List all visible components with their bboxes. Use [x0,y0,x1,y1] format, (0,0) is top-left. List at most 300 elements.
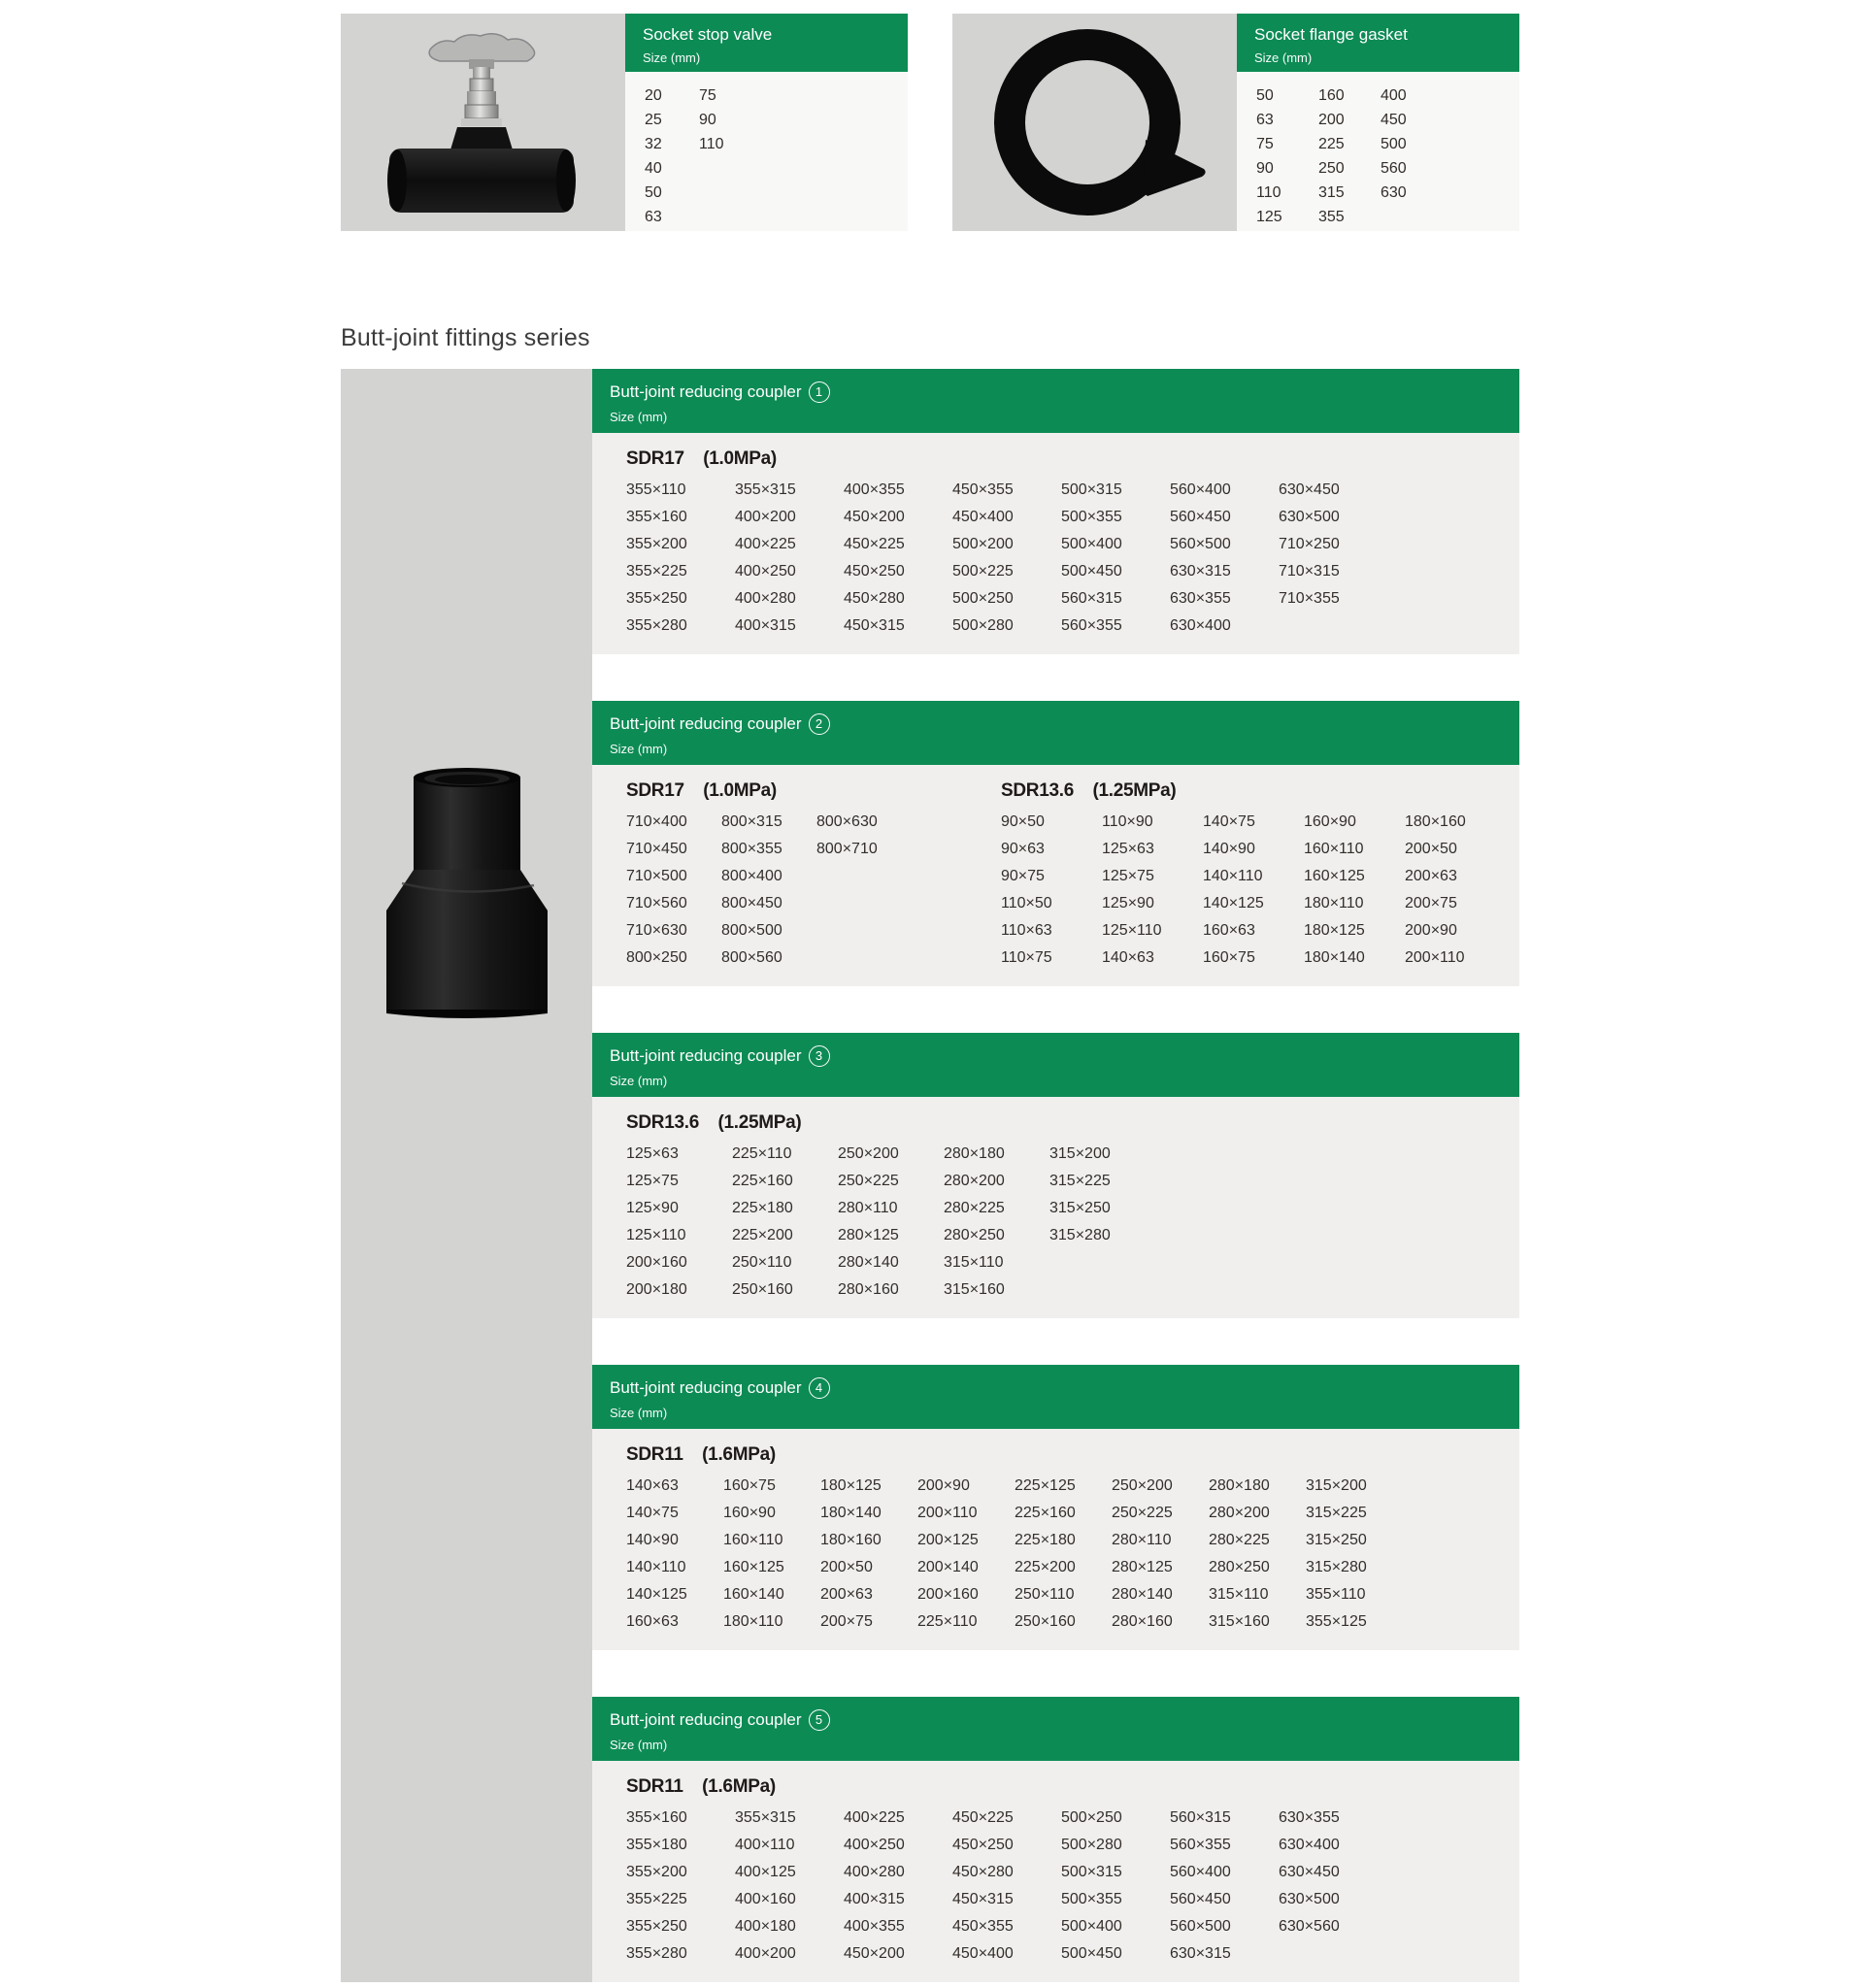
size-value: 560×400 [1170,481,1231,498]
size-value: 710×630 [626,922,687,939]
section-title-text: Butt-joint reducing coupler [610,1378,802,1397]
size-grid [626,812,912,969]
size-value: 75 [1256,136,1274,152]
size-value: 140×75 [626,1505,679,1521]
coupler-section-2 [592,701,1519,986]
size-value: 400×225 [844,1809,905,1826]
size-value: 125×75 [626,1173,679,1189]
size-value: 315×280 [1306,1559,1367,1575]
size-value: 90 [1256,160,1274,177]
size-value: 200×50 [820,1559,873,1575]
size-value: 200×63 [820,1586,873,1603]
size-value: 560×315 [1170,1809,1231,1826]
socket-stop-valve-image [372,20,595,224]
size-value: 315×225 [1306,1505,1367,1521]
size-value: 400×180 [735,1918,796,1935]
size-value: 355 [1318,209,1345,225]
size-value: 710×450 [626,841,687,857]
size-value: 225×200 [1015,1559,1076,1575]
size-value: 630×400 [1170,617,1231,634]
pressure-label: (1.0MPa) [703,448,777,469]
size-value: 500×355 [1061,509,1122,525]
spec-label: SDR17 [626,780,684,801]
size-value: 280×140 [838,1254,899,1271]
size-value: 160×110 [1304,841,1364,857]
reducing-coupler-image [357,765,577,1027]
size-value: 800×630 [816,813,878,830]
size-value: 50 [645,184,662,201]
size-value: 200×50 [1405,841,1457,857]
circled-number: 5 [809,1709,830,1731]
section-title [610,1045,1519,1067]
spec-group [626,1112,1519,1301]
socket-flange-gasket-image [979,16,1212,229]
size-value: 225 [1318,136,1345,152]
size-value: 710×250 [1279,536,1340,552]
size-value: 630×450 [1279,481,1340,498]
size-label: Size (mm) [610,1406,668,1420]
size-value: 200×125 [917,1532,979,1548]
size-value: 355×315 [735,481,796,498]
size-value: 800×710 [816,841,878,857]
size-value: 225×180 [732,1200,793,1216]
section-header [592,1365,1519,1429]
size-value: 225×125 [1015,1477,1076,1494]
size-value: 450×250 [952,1837,1014,1853]
size-value: 140×110 [626,1559,686,1575]
size-value: 250×225 [838,1173,899,1189]
size-value: 355×125 [1306,1613,1367,1630]
card-header [625,14,908,72]
section-header [592,369,1519,433]
size-value: 500×315 [1061,1864,1122,1880]
size-value: 110×63 [1001,922,1052,939]
size-value: 315×250 [1049,1200,1111,1216]
size-value: 75 [699,87,716,104]
size-value: 315×200 [1049,1145,1111,1162]
size-value: 110×90 [1102,813,1153,830]
size-value: 160×110 [723,1532,783,1548]
spec-group [626,1444,1519,1633]
size-value: 450×400 [952,1945,1014,1962]
size-value: 800×450 [721,895,782,911]
size-value: 125×75 [1102,868,1154,884]
size-value: 630×355 [1170,590,1231,607]
size-value: 450×355 [952,1918,1014,1935]
size-value: 560×500 [1170,536,1231,552]
size-value: 400×355 [844,1918,905,1935]
size-value: 280×250 [1209,1559,1270,1575]
size-value: 630×315 [1170,563,1231,580]
section-title-text: Butt-joint reducing coupler [610,382,802,401]
reducing-coupler-photo-panel [341,369,592,1982]
size-value: 500×450 [1061,1945,1122,1962]
size-value: 200×90 [1405,922,1457,939]
size-value: 180×125 [820,1477,882,1494]
size-value: 140×75 [1203,813,1255,830]
size-label: Size (mm) [610,410,668,424]
size-value: 180×110 [1304,895,1364,911]
size-value: 315×110 [1209,1586,1269,1603]
spec-line [626,1444,1519,1466]
size-value: 200×160 [626,1254,687,1271]
size-value: 315×225 [1049,1173,1111,1189]
size-value: 160×63 [1203,922,1255,939]
spec-line [626,780,912,802]
section-body [592,1429,1519,1650]
size-value: 315 [1318,184,1345,201]
size-value: 500×250 [952,590,1014,607]
size-value: 200×180 [626,1281,687,1298]
spec-label: SDR17 [626,448,684,469]
size-value: 630×560 [1279,1918,1340,1935]
size-value: 560×450 [1170,509,1231,525]
size-value: 355×200 [626,536,687,552]
size-value: 355×225 [626,563,687,580]
size-value: 250×200 [838,1145,899,1162]
socket-stop-valve-photo [341,14,625,231]
size-value: 280×125 [1112,1559,1173,1575]
circled-number: 3 [809,1045,830,1067]
socket-stop-valve-table [625,14,908,231]
spec-group [1001,777,1506,969]
section-title [610,1709,1519,1731]
socket-flange-gasket-table [1237,14,1519,231]
size-value: 450×355 [952,481,1014,498]
size-value: 90 [699,112,716,128]
size-column [699,83,745,231]
size-value: 800×400 [721,868,782,884]
size-value: 140×125 [626,1586,687,1603]
size-value: 110×50 [1001,895,1052,911]
size-value: 355×315 [735,1809,796,1826]
size-value: 180×125 [1304,922,1365,939]
size-value: 180×140 [1304,949,1365,966]
size-value: 800×500 [721,922,782,939]
size-value: 355×160 [626,1809,687,1826]
size-value: 160 [1318,87,1345,104]
spec-line [626,1776,1519,1798]
coupler-section-5 [592,1697,1519,1982]
size-value: 225×160 [1015,1505,1076,1521]
section-title [610,713,1519,735]
size-value [816,893,912,914]
size-value: 160×125 [723,1559,784,1575]
size-value: 140×63 [1102,949,1154,966]
size-value: 450×250 [844,563,905,580]
size-value: 200×110 [917,1505,978,1521]
size-value: 315×250 [1306,1532,1367,1548]
size-value: 800×560 [721,949,782,966]
size-value: 355×180 [626,1837,687,1853]
section-body [592,1097,1519,1318]
size-value: 280×200 [1209,1505,1270,1521]
size-value: 450×200 [844,509,905,525]
size-value: 450×225 [844,536,905,552]
size-value: 90×75 [1001,868,1045,884]
size-grid [626,1143,1519,1301]
size-grid [626,480,1519,637]
size-value: 280×250 [944,1227,1005,1243]
size-value: 630 [1381,184,1407,201]
size-value: 110 [1256,184,1282,201]
size-grid [1001,812,1506,969]
size-value: 50 [1256,87,1274,104]
size-value: 250×110 [1015,1586,1075,1603]
size-value: 400×250 [844,1837,905,1853]
size-value: 225×110 [917,1613,978,1630]
section-body [592,433,1519,654]
size-value: 355×250 [626,590,687,607]
size-value: 280×110 [1112,1532,1172,1548]
size-column [645,83,690,231]
size-value: 250×225 [1112,1505,1173,1521]
size-value: 400×315 [735,617,796,634]
product-card-socket-stop-valve [341,14,908,231]
size-value: 125×63 [626,1145,679,1162]
size-label: Size (mm) [1254,50,1313,65]
size-value: 630×315 [1170,1945,1231,1962]
size-value: 450×280 [952,1864,1014,1880]
size-value: 110×75 [1001,949,1052,966]
section-header [592,1033,1519,1097]
size-value: 560×355 [1170,1837,1231,1853]
size-value: 630×500 [1279,1891,1340,1907]
coupler-section-1 [592,369,1519,654]
size-value: 710×500 [626,868,687,884]
size-value: 355×110 [626,481,686,498]
series-heading: Butt-joint fittings series [341,324,590,351]
size-value: 90×50 [1001,813,1045,830]
spec-label: SDR11 [626,1444,683,1465]
size-value: 280×180 [1209,1477,1270,1494]
size-value: 180×140 [820,1505,882,1521]
size-value: 400×225 [735,536,796,552]
size-value: 25 [645,112,662,128]
size-value: 400×200 [735,509,796,525]
size-value: 400×280 [735,590,796,607]
size-value: 280×225 [944,1200,1005,1216]
size-value: 125×90 [1102,895,1154,911]
size-value: 225×200 [732,1227,793,1243]
section-body [592,1761,1519,1982]
size-value [1049,1252,1155,1274]
spec-label: SDR13.6 [626,1112,699,1133]
size-value: 560×450 [1170,1891,1231,1907]
butt-joint-series-block [341,369,1519,1982]
size-value: 40 [645,160,662,177]
size-value: 180×110 [723,1613,783,1630]
size-label: Size (mm) [610,1738,668,1752]
size-value: 225×180 [1015,1532,1076,1548]
size-value: 560 [1381,160,1407,177]
size-value: 500×280 [952,617,1014,634]
spec-line [626,448,1519,470]
size-value: 400×315 [844,1891,905,1907]
circled-number: 4 [809,1377,830,1399]
size-value: 140×90 [626,1532,679,1548]
size-value: 90×63 [1001,841,1045,857]
size-value [1279,1943,1387,1965]
size-value: 800×315 [721,813,782,830]
size-value: 280×160 [1112,1613,1173,1630]
size-value: 500×315 [1061,481,1122,498]
size-value: 355×250 [626,1918,687,1935]
section-title-text: Butt-joint reducing coupler [610,1710,802,1729]
size-value: 315×110 [944,1254,1004,1271]
size-value: 140×63 [626,1477,679,1494]
size-value: 160×75 [723,1477,776,1494]
coupler-tables-column [592,369,1519,1982]
card-header [1237,14,1519,72]
size-value: 355×160 [626,509,687,525]
size-value: 630×450 [1279,1864,1340,1880]
size-value: 20 [645,87,662,104]
size-value: 225×110 [732,1145,792,1162]
size-value: 710×315 [1279,563,1340,580]
size-value [816,947,912,969]
size-value: 160×90 [723,1505,776,1521]
size-value: 800×250 [626,949,687,966]
socket-flange-gasket-photo [952,14,1237,231]
size-value: 63 [1256,112,1274,128]
size-value: 450×225 [952,1809,1014,1826]
size-value: 355×110 [1306,1586,1366,1603]
spec-label: SDR11 [626,1776,683,1797]
pressure-label: (1.0MPa) [703,780,777,801]
size-value: 32 [645,136,662,152]
size-label: Size (mm) [610,742,668,756]
card-title: Socket flange gasket [1254,25,1408,44]
size-value: 450×280 [844,590,905,607]
size-value: 315×200 [1306,1477,1367,1494]
size-value: 200×90 [917,1477,970,1494]
size-value: 315×160 [944,1281,1005,1298]
size-value: 315×280 [1049,1227,1111,1243]
circled-number: 1 [809,381,830,403]
size-value: 200×63 [1405,868,1457,884]
size-columns [625,72,908,231]
size-value: 125×110 [1102,922,1162,939]
size-value: 280×160 [838,1281,899,1298]
coupler-section-3 [592,1033,1519,1318]
size-value: 355×280 [626,617,687,634]
size-value [816,866,912,887]
size-value: 280×140 [1112,1586,1173,1603]
card-title: Socket stop valve [643,25,773,44]
size-value: 63 [645,209,662,225]
size-value: 200×75 [1405,895,1457,911]
section-body [592,765,1519,986]
size-value [1279,615,1387,637]
size-value: 450 [1381,112,1407,128]
size-value: 800×355 [721,841,782,857]
size-value: 500×400 [1061,536,1122,552]
pressure-label: (1.6MPa) [702,1776,776,1797]
size-value: 710×355 [1279,590,1340,607]
size-value: 250×200 [1112,1477,1173,1494]
spec-line [626,1112,1519,1134]
size-value: 180×160 [820,1532,882,1548]
size-value: 560×500 [1170,1918,1231,1935]
size-value: 250×160 [732,1281,793,1298]
size-value: 180×160 [1405,813,1466,830]
section-header [592,701,1519,765]
size-label: Size (mm) [643,50,701,65]
size-value: 630×500 [1279,509,1340,525]
size-value: 500 [1381,136,1407,152]
catalog-page [341,14,1519,1982]
size-value: 500×200 [952,536,1014,552]
size-value: 160×63 [626,1613,679,1630]
size-value: 710×400 [626,813,687,830]
spec-group [626,1776,1519,1965]
size-value: 560×355 [1061,617,1122,634]
size-value: 400×110 [735,1837,795,1853]
size-value: 280×125 [838,1227,899,1243]
size-label: Size (mm) [610,1074,668,1088]
spec-group [626,448,1519,637]
section-title-text: Butt-joint reducing coupler [610,714,802,733]
size-value: 200 [1318,112,1345,128]
size-value: 560×315 [1061,590,1122,607]
size-grid [626,1807,1519,1965]
size-value: 450×315 [952,1891,1014,1907]
size-value: 400×125 [735,1864,796,1880]
size-value: 280×225 [1209,1532,1270,1548]
spec-label: SDR13.6 [1001,780,1074,801]
size-value: 200×140 [917,1559,979,1575]
size-value: 200×110 [1405,949,1465,966]
size-value: 400×250 [735,563,796,580]
size-value: 160×90 [1304,813,1356,830]
size-value: 630×400 [1279,1837,1340,1853]
size-value: 355×280 [626,1945,687,1962]
size-value: 280×200 [944,1173,1005,1189]
size-value: 200×75 [820,1613,873,1630]
size-value: 500×400 [1061,1918,1122,1935]
size-value: 250×110 [732,1254,792,1271]
size-value: 400×280 [844,1864,905,1880]
size-column [1256,83,1307,231]
size-value: 710×560 [626,895,687,911]
size-grid [626,1475,1519,1633]
circled-number: 2 [809,713,830,735]
size-value [816,920,912,942]
size-value: 630×355 [1279,1809,1340,1826]
section-header [592,1697,1519,1761]
size-value: 355×225 [626,1891,687,1907]
size-value: 450×400 [952,509,1014,525]
size-column [1381,83,1431,231]
size-value: 160×125 [1304,868,1365,884]
size-value: 450×315 [844,617,905,634]
pressure-label: (1.25MPa) [717,1112,802,1133]
size-columns [1237,72,1519,231]
size-column [1318,83,1369,231]
size-value: 315×160 [1209,1613,1270,1630]
coupler-section-4 [592,1365,1519,1650]
size-value: 500×225 [952,563,1014,580]
size-value: 400 [1381,87,1407,104]
size-value: 280×110 [838,1200,898,1216]
size-value: 355×200 [626,1864,687,1880]
section-title [610,381,1519,403]
size-value: 500×250 [1061,1809,1122,1826]
size-value: 450×200 [844,1945,905,1962]
size-value: 160×140 [723,1586,784,1603]
spec-line [1001,780,1506,802]
